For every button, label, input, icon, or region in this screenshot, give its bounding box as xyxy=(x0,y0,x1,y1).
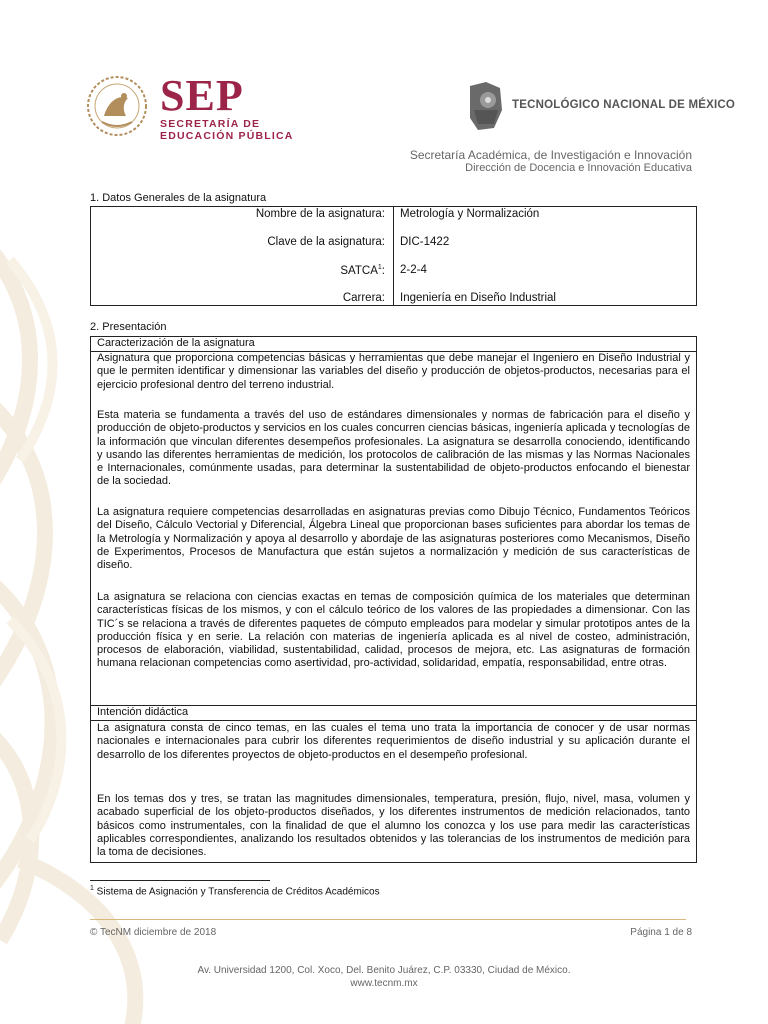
address: Av. Universidad 1200, Col. Xoco, Del. Benito Juárez, C.P. 03330, Ciudad de México. xyxy=(197,965,571,976)
table-value: DIC-1422 xyxy=(400,236,450,248)
satca-colon: : xyxy=(381,264,385,277)
paragraph: La asignatura se relaciona con ciencias exactas en temas de composición química de los materiales que determinan características físicas de los mismos, y con el cálculo teórico de los valores de las propiedades a dimensionar. Con las TIC´s se relaciona a través de diferentes paquetes de cómputo empleados para modelar y simular prototipos antes de la producción física y en serie. La relación con materias de ingeniería aplicada es al nivel de costeo, administración, procesos de elaboración, viabilidad, sustentabilidad, calidad, procesos de mejora, etc. Las asignaturas de formación humana relacionan competencias como asertividad, pro-actividad, solidaridad, empatía, responsabilidad, entre otras. xyxy=(97,591,690,670)
presentation-box xyxy=(90,336,697,863)
copyright: © TecNM diciembre de 2018 xyxy=(90,927,217,938)
satca-label: SATCA xyxy=(340,264,378,277)
paragraph: La asignatura consta de cinco temas, en las cuales el tema uno trata la importancia de conocer y de usar normas nacionales e internacionales para cubrir los diferentes requerimientos de diseño industrial y su aplicación durante el desarrollo de los diferentes proyectos de objeto-productos en el desempeño profesional. xyxy=(97,722,690,761)
caracterizacion-header-row xyxy=(91,337,696,352)
paragraph: Esta materia se fundamenta a través del uso de estándares dimensionales y normas de fabricación para el diseño y producción de objeto-productos y servicios en los cuales concurren ciencias básicas, ingeniería aplicada y tecnologías de la información que vinculan diferentes desempeños profesionales. La asignatura se desarrolla conociendo, identificando y usando las diferentes herramientas de medición, los protocolos de calibración de las mismas y las Normas Nacionales e Internacionales, comúnmente usadas, para determinar la sustentabilidad de objeto-productos enfocando el bienestar de la sociedad. xyxy=(97,409,690,488)
table-value: 2-2-4 xyxy=(400,264,427,276)
satca-footnote-marker: 1 xyxy=(377,264,382,271)
footnote-marker: 1 xyxy=(90,885,94,892)
section1-title: 1. Datos Generales de la asignatura xyxy=(90,192,267,204)
tecnm-name: TECNOLÓGICO NACIONAL DE MÉXICO xyxy=(512,99,736,111)
intencion-header: Intención didáctica xyxy=(97,706,189,718)
table-divider xyxy=(393,207,394,305)
footnote xyxy=(90,885,380,897)
website-link[interactable]: www.tecnm.mx xyxy=(350,978,418,989)
general-data-table xyxy=(90,206,697,306)
caracterizacion-header: Caracterización de la asignatura xyxy=(97,337,255,349)
direccion-line: Dirección de Docencia e Innovación Educativa xyxy=(465,162,692,174)
paragraph: En los temas dos y tres, se tratan las magnitudes dimensionales, temperatura, presión, flujo, nivel, masa, volumen y acabado superficial de los objeto-productos diseñados, y los diferentes instrumentos de medición relacionados, tanto básicos como instrumentales, con la finalidad de que el alumno los conozca y los use para medir las características aplicables correspondientes, analizando los resultados obtenidos y las tolerancias de los instrumentos de medición para la toma de decisiones. xyxy=(97,793,690,859)
section2-title: 2. Presentación xyxy=(90,321,167,333)
table-label: Clave de la asignatura: xyxy=(267,236,385,248)
table-value: Ingeniería en Diseño Industrial xyxy=(400,292,556,304)
mexican-coat-of-arms-icon xyxy=(84,72,150,142)
secretaria-line: Secretaría Académica, de Investigación e Innovación xyxy=(409,148,692,162)
sep-subtitle-line2: EDUCACIÓN PÚBLICA xyxy=(160,130,294,142)
footnote-rule xyxy=(90,880,270,881)
intencion-header-row xyxy=(91,705,696,721)
sep-wordmark: SEP xyxy=(160,71,244,120)
sep-subtitle-line1: SECRETARÍA DE xyxy=(160,118,261,130)
table-label-satca xyxy=(340,264,385,277)
footer-rule xyxy=(90,919,686,920)
paragraph: La asignatura requiere competencias desarrolladas en asignaturas previas como Dibujo Técnico, Fundamentos Teóricos del Diseño, Cálculo Vectorial y Diferencial, Álgebra Lineal que proporcionan bases suficientes para abordar los temas de la Metrología y Normalización y apoya al desarrollo y abordaje de las asignaturas posteriores como Mecanismos, Diseño de Experimentos, Procesos de Manufactura que están sujetos a normalización y medición de sus características de diseño. xyxy=(97,506,690,572)
paragraph: Asignatura que proporciona competencias básicas y herramientas que debe manejar el Ingeniero en Diseño Industrial y que le permiten identificar y dimensionar las variables del diseño y producción de objetos-productos, necesarias para el ejercicio profesional dentro del terreno industrial. xyxy=(97,352,690,391)
footnote-text: Sistema de Asignación y Transferencia de Créditos Académicos xyxy=(93,886,380,898)
table-value: Metrología y Normalización xyxy=(400,208,540,220)
table-label: Nombre de la asignatura: xyxy=(255,208,385,220)
sep-subtitle xyxy=(160,118,294,142)
table-label: Carrera: xyxy=(342,292,385,304)
tecnm-emblem-icon xyxy=(466,80,506,132)
page-number: Página 1 de 8 xyxy=(630,927,692,938)
